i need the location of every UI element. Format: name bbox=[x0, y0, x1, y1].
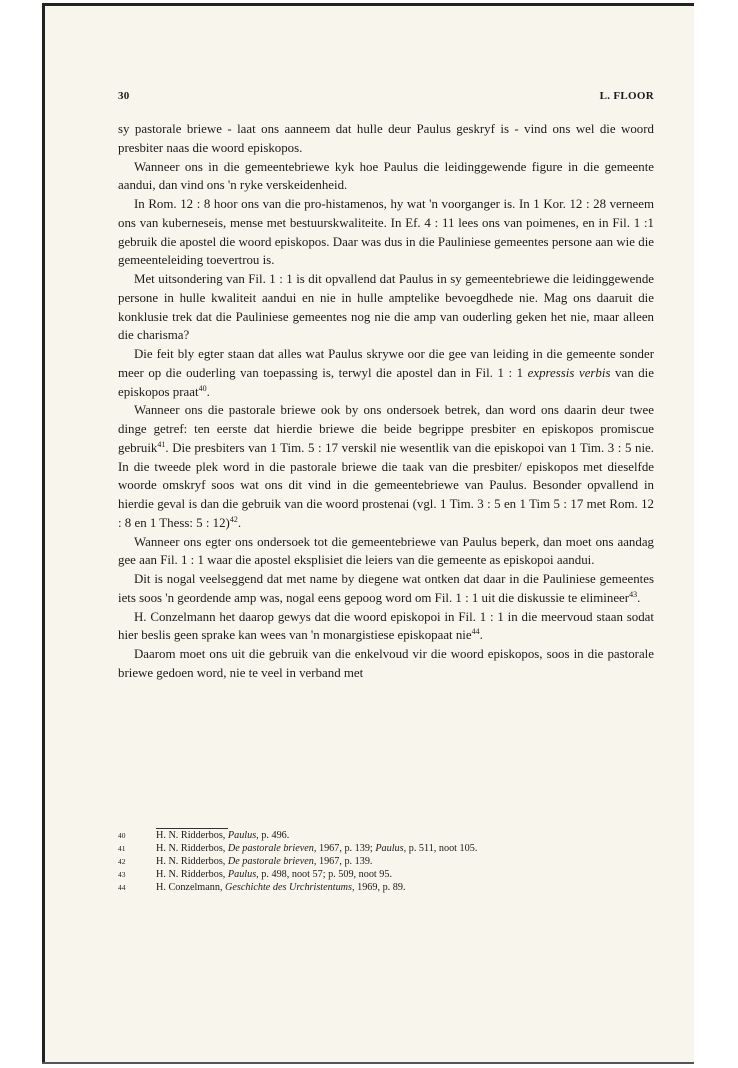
page-number: 30 bbox=[118, 90, 130, 102]
text-run: . bbox=[206, 384, 210, 399]
paragraph bbox=[118, 608, 654, 646]
text-run: H. N. Ridderbos, bbox=[156, 856, 228, 867]
text-run: sy pastorale briewe - laat ons aanneem dat hulle deur Paulus geskryf is - vind ons wel die woord presbiter naas die woord episkopos. bbox=[118, 122, 654, 155]
text-run: van die episkopos praat bbox=[118, 365, 654, 399]
text-run: H. Conzelmann het daarop gewys dat die woord episkopoi in Fil. 1 : 1 in die meervoud staan sodat hier beslis geen sprake kan wees van 'n monargistiese episkopaat nie bbox=[118, 609, 654, 643]
body-text bbox=[118, 120, 654, 683]
running-head-author: L. FLOOR bbox=[599, 90, 654, 102]
paragraph bbox=[118, 570, 654, 608]
footnote-number: 43 bbox=[118, 870, 126, 879]
italic-text: Paulus, bbox=[375, 843, 407, 854]
text-run: Daarom moet ons uit die gebruik van die enkelvoud vir die woord episkopos, soos in die pastorale briewe gedoen word, nie te veel in verband met bbox=[118, 647, 654, 680]
text-run: p. 496. bbox=[258, 830, 290, 841]
italic-text: Paulus, bbox=[227, 830, 259, 841]
text-run: Wanneer ons egter ons ondersoek tot die gemeentebriewe van Paulus beperk, dan moet ons aandag gee aan Fil. 1 : 1 waar die apostel eksplisiet die leiers van die gemeente as episkopoi aandui. bbox=[118, 534, 654, 568]
italic-text: De pastorale brieven, bbox=[227, 843, 317, 854]
footnote-number: 40 bbox=[118, 831, 126, 840]
footnote-reference: 41 bbox=[157, 439, 166, 449]
text-run: Dit is nogal veelseggend dat met name by diegene wat ontken dat daar in die Pauliniese gemeentes iets soos 'n geordende amp was, nogal eens gepoog word om Fil. 1 : 1 uit die diskussie te elimineer bbox=[118, 572, 654, 605]
text-run: 1967, p. 139; bbox=[316, 843, 376, 854]
text-run: . bbox=[637, 590, 641, 605]
italic-text: Geschichte des Urchristentums, bbox=[225, 882, 355, 893]
footnote bbox=[118, 842, 654, 855]
text-run: 1967, p. 139. bbox=[316, 856, 373, 867]
text-run: p. 498, noot 57; p. 509, noot 95. bbox=[258, 869, 393, 880]
footnote-reference: 43 bbox=[629, 589, 638, 599]
footnote-reference: 42 bbox=[229, 514, 238, 524]
footnote-number: 41 bbox=[118, 844, 126, 853]
footnote-reference: 44 bbox=[471, 627, 480, 637]
text-run: . bbox=[237, 515, 242, 530]
text-run: . bbox=[479, 628, 483, 643]
italic-text: expressis verbis bbox=[527, 365, 611, 380]
footnote bbox=[118, 855, 654, 868]
text-run: In Rom. 12 : 8 hoor ons van die pro-histamenos, hy wat 'n voorganger is. In 1 Kor. 12 : 28 verneem ons van kuberneseis, mense met bestuurskwaliteite. In Ef. 4 : 11 lees ons van poimenes, en in Fil. 1 :1 gebruik die apostel die woord episkopos. Daar was dus in die Pauliniese gemeentes persone aan wie die gemeenteleiding toevertrou is. bbox=[118, 197, 654, 268]
text-run: Wanneer ons die pastorale briewe ook by ons ondersoek betrek, dan word ons daarin deur twee dinge getref: ten eerste dat hierdie briewe die beide begrippe presbiter en episkopos promiscue gebruik bbox=[118, 403, 654, 455]
footnote-number: 44 bbox=[118, 883, 126, 892]
text-run: H. Conzelmann, bbox=[156, 882, 226, 893]
footnote-reference: 40 bbox=[198, 383, 207, 393]
paragraph bbox=[118, 270, 654, 345]
text-run: Wanneer ons in die gemeentebriewe kyk hoe Paulus die leidinggewende figure in die gemeente aandui, dan vind ons 'n ryke verskeidenheid. bbox=[118, 159, 654, 193]
text-run: Met uitsondering van Fil. 1 : 1 is dit opvallend dat Paulus in sy gemeentebriewe die leidinggewende persone in hulle kwaliteit aandui en nie in hulle amptelike bevoegdhede nie. Mag ons daaruit die konklusie trek dat die Pauliniese gemeentes nog nie die amp van ouderling geken het nie, maar alleen die charisma? bbox=[118, 272, 654, 343]
text-run: H. N. Ridderbos, bbox=[156, 843, 228, 854]
paragraph bbox=[118, 158, 654, 196]
text-run: p. 511, noot 105. bbox=[406, 843, 478, 854]
italic-text: De pastorale brieven, bbox=[227, 856, 317, 867]
footnotes bbox=[118, 829, 654, 894]
paragraph bbox=[118, 401, 654, 532]
footnote-number: 42 bbox=[118, 857, 126, 866]
footnote bbox=[118, 829, 654, 842]
page-bottom-edge bbox=[42, 1062, 694, 1064]
text-run: Die feit bly egter staan dat alles wat Paulus skrywe oor die gee van leiding in die gemeente sonder meer op die ouderling van toepassing is, terwyl die apostel dan in Fil. 1 : 1 bbox=[118, 347, 654, 380]
footnote bbox=[118, 881, 654, 894]
text-run: H. N. Ridderbos, bbox=[156, 830, 228, 841]
text-run: H. N. Ridderbos, bbox=[156, 869, 228, 880]
paragraph bbox=[118, 195, 654, 270]
text-run: . Die presbiters van 1 Tim. 5 : 17 verskil nie wesentlik van die episkopoi van 1 Tim. 3 : 5 nie. In die tweede plek word in die pastorale briewe die taak van die presbiter/ episkopos met dieselfde woorde omskryf soos wat ons dit vind in die gemeentebriewe van Paulus. Besonder opvallend in hierdie geval is dan die gebruik van die woord prostenai (vgl. 1 Tim. 3 : 5 en 1 Tim 5 : 17 met Rom. 12 : 8 en 1 Thess: 5 : 12) bbox=[118, 440, 654, 530]
paragraph bbox=[118, 120, 654, 158]
paragraph bbox=[118, 533, 654, 571]
paragraph bbox=[118, 645, 654, 683]
italic-text: Paulus, bbox=[227, 869, 259, 880]
text-run: 1969, p. 89. bbox=[354, 882, 406, 893]
footnote bbox=[118, 868, 654, 881]
paragraph bbox=[118, 345, 654, 401]
